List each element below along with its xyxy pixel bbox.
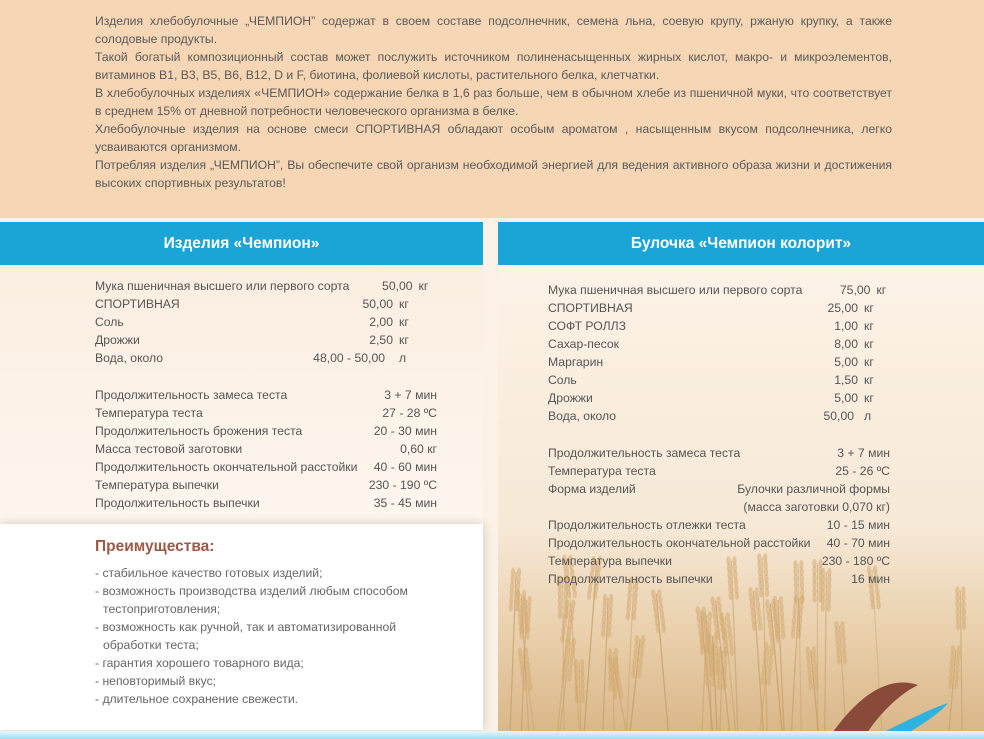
wheat-grain [700,646,704,655]
intro-paragraph: Такой богатый композиционный состав может послужить источником полиненасыщенных жирных кислот, макро- и микроэлементов, витаминов В1, В3, В5, В6, В12, D и F, биотина, фолиевой кислоты, растительного белка, клетчатки. [95,50,892,82]
advantages-title: Преимущества: [95,538,215,555]
wheat-grain [794,595,798,604]
wheat-grain [715,667,719,676]
intro-paragraph: Хлебобулочные изделия на основе смеси СПОРТИВНАЯ обладают особым ароматом , насыщенным вкусом подсолнечника, легко усваиваются организмом. [95,122,892,154]
wheat-grain [962,621,966,630]
param-row [548,516,890,534]
list-item [95,564,435,582]
param-name: Температура теста [548,464,656,478]
ingredient-unit: кг [399,315,409,329]
param-value: 3 + 7 мин [384,388,437,402]
wheat-grain [815,681,819,690]
bottom-stripe [0,731,984,739]
param-name: Продолжительность замеса теста [548,446,741,460]
wheat-grain [601,629,605,638]
param-row [548,570,890,588]
advantage-text: обработки теста; [103,638,199,652]
ingredient-unit: кг [399,297,409,311]
param-value: 27 - 28 ºС [382,406,437,420]
ingredient-name: Вода, около [95,351,164,365]
wheat-grain [619,691,623,700]
param-name: Температура выпечки [548,554,672,568]
param-name: Продолжительность замеса теста [95,388,288,402]
param-name: Температура выпечки [95,478,219,492]
wheat-grain [631,670,635,679]
ingredient-row [95,349,437,367]
ingredient-quantity: 1,50 [834,373,858,387]
wheat-grain [567,590,571,599]
wheat-stalk [563,580,564,739]
ingredient-row [548,335,890,353]
ingredient-name: Мука пшеничная высшего или первого сорта [95,279,350,293]
ingredient-quantity: 50,00 [362,297,393,311]
ingredient-quantity: 48,00 - 50,00 [313,351,385,365]
list-item [95,618,435,654]
wheat-grain [730,647,734,656]
param-value: Булочки различной формы [737,482,890,496]
ingredient-row [548,353,890,371]
param-name: Продолжительность окончательной расстойки [548,536,811,550]
wheat-grain [821,603,825,612]
param-name: Температура теста [95,406,203,420]
param-row [95,476,437,494]
left-panel-title: Изделия «Чемпион» [0,222,483,265]
ingredient-unit: кг [418,279,429,293]
wheat-grain [760,677,764,686]
ingredient-row [95,313,437,331]
param-value: 25 - 26 ºС [835,464,890,478]
wheat-grain [758,622,762,631]
ingredient-name: СПОРТИВНАЯ [95,297,180,311]
wheat-grain [581,694,585,703]
advantage-text: тестоприготовления; [103,602,221,616]
right-recipe-table [548,281,890,588]
wheat-stalk [825,572,827,739]
ingredient-row [548,299,890,317]
wheat-grain [528,682,532,691]
param-row [548,480,890,498]
ingredient-row [548,407,890,425]
ingredient-unit: кг [876,283,887,297]
ingredient-quantity: 25,00 [827,301,858,315]
wheat-grain [729,591,733,600]
wheat-grain [564,610,568,619]
ingredient-unit: кг [864,337,874,351]
wheat-grain [956,621,960,630]
advantages-list [95,564,435,708]
wheat-grain [558,610,562,619]
param-row [548,462,890,480]
wheat-grain [705,678,709,687]
ingredient-name: Дрожжи [548,391,593,405]
param-name: Продолжительность окончательной расстойки [95,460,358,474]
param-name: Продолжительность выпечки [548,572,713,586]
wheat-grain [948,680,952,689]
ingredient-row [95,295,437,313]
advantages-box [0,524,483,730]
wheat-grain [781,631,785,640]
param-row [95,386,437,404]
param-name: Продолжительность брожения теста [95,424,303,438]
advantage-text: - длительное сохранение свежести. [95,692,299,706]
ingredient-quantity: 8,00 [834,337,858,351]
ingredient-name: Соль [95,315,124,329]
ingredient-row [548,371,890,389]
ingredient-quantity: 2,50 [369,333,393,347]
intro-paragraph: Потребляя изделия „ЧЕМПИОН”, Вы обеспечите свой организм необходимой энергией для ведения активного образа жизни и достижения высоких спортивных результатов! [95,158,892,190]
wheat-grain [525,625,529,634]
param-name: Масса тестовой заготовки [95,442,243,456]
ingredient-name: Мука пшеничная высшего или первого сорта [548,283,803,297]
param-value: 40 - 60 мин [373,460,437,474]
wheat-grain [637,670,641,679]
param-row-continued [548,498,890,516]
wheat-grain [509,602,513,611]
ingredient-unit: л [864,409,872,423]
ingredient-name: Соль [548,373,577,387]
ingredient-name: СОФТ РОЛЛЗ [548,319,626,333]
param-value: 230 - 180 ºС [821,554,890,568]
ingredient-unit: кг [399,333,409,347]
wheat-grain [827,603,831,612]
param-value: 40 - 70 мин [826,536,890,550]
advantage-text: - стабильное качество готовых изделий; [95,566,323,580]
wheat-grain [735,591,739,600]
right-panel-title: Булочка «Чемпион колорит» [498,222,984,265]
ingredient-name: Дрожжи [95,333,140,347]
ingredient-quantity: 1,00 [834,319,858,333]
wheat-grain [593,591,597,600]
ingredient-row [548,389,890,407]
param-row [548,534,890,552]
wheat-grain [573,590,577,599]
ingredient-row [548,281,890,299]
wheat-grain [522,682,526,691]
param-name: Форма изделий [548,482,636,496]
wheat-grain [843,656,847,665]
wheat-grain [587,591,591,600]
param-name: Продолжительность отлежки теста [548,518,746,532]
param-value: 230 - 190 ºС [368,478,437,492]
wheat-grain [759,588,763,597]
ingredient-row [95,277,437,295]
list-item [95,654,435,672]
wheat-grain [871,601,875,610]
param-row [95,440,437,458]
advantage-text: - возможность как ручной, так и автоматизированной [95,620,397,634]
wheat-grain [716,681,720,690]
wheat-grain [954,680,958,689]
advantage-text: - возможность производства изделий любым способом [95,584,408,598]
intro-paragraph: Изделия хлебобулочные „ЧЕМПИОН” содержат в своем составе подсолнечник, семена льна, соевую крупу, ржаную крупку, а также солодовые продукты. [95,14,892,46]
param-value: (масса заготовки 0,070 кг) [743,500,890,514]
wheat-grain [722,631,726,640]
wheat-grain [567,673,571,682]
wheat-grain [613,691,617,700]
wheat-grain [519,625,523,634]
list-item [95,672,435,690]
ingredient-unit: кг [864,355,874,369]
intro-paragraph: В хлебобулочных изделиях «ЧЕМПИОН» содержание белка в 1,6 раз больше, чем в обычном хлебе из пшеничной муки, что соответствует в среднем 15% от дневной потребности человеческого организма в белке. [95,86,892,118]
param-row [548,552,890,570]
param-row [548,444,890,462]
wheat-grain [561,673,565,682]
wheat-grain [770,634,774,643]
wheat-grain [662,624,666,633]
ingredient-unit: кг [864,373,874,387]
wheat-grain [656,624,660,633]
wheat-grain [765,588,769,597]
wheat-grain [800,595,804,604]
ingredient-name: Сахар-песок [548,337,620,351]
list-item [95,690,435,708]
ingredient-unit: кг [864,319,874,333]
wheat-grain [752,622,756,631]
ingredient-quantity: 75,00 [839,283,871,297]
wheat-grain [632,612,636,621]
param-name: Продолжительность выпечки [95,496,260,510]
advantage-text: - неповторимый вкус; [95,674,217,688]
list-item [95,582,435,618]
wheat-grain [776,634,780,643]
wheat-grain [809,681,813,690]
intro-text [0,0,984,218]
ingredient-quantity: 5,00 [834,355,858,369]
left-recipe-table [95,277,437,512]
ingredient-quantity: 5,00 [834,391,858,405]
wheat-grain [560,634,564,643]
param-value: 16 мин [851,572,890,586]
ingredient-quantity: 50,00 [382,279,413,293]
wheat-grain [791,630,795,639]
wheat-grain [766,677,770,686]
ingredient-name: Маргарин [548,355,604,369]
wheat-grain [607,629,611,638]
wheat-grain [837,656,841,665]
param-value: 0,60 кг [400,442,437,456]
wheat-grain [626,612,630,621]
param-row [95,404,437,422]
wheat-grain [877,601,881,610]
param-value: 20 - 30 мин [373,424,437,438]
ingredient-name: Вода, около [548,409,617,423]
param-value: 10 - 15 мин [826,518,890,532]
param-row [95,458,437,476]
ingredient-unit: кг [864,301,874,315]
advantage-text: - гарантия хорошего товарного вида; [95,656,304,670]
wheat-grain [812,594,816,603]
ingredient-row [95,331,437,349]
param-value: 3 + 7 мин [837,446,890,460]
ingredient-name: СПОРТИВНАЯ [548,301,633,315]
ingredient-unit: л [399,351,407,365]
param-row [95,422,437,440]
ingredient-row [548,317,890,335]
ingredient-quantity: 2,00 [369,315,393,329]
param-value: 35 - 45 мин [373,496,437,510]
wheat-grain [709,667,713,676]
ingredient-quantity: 50,00 [823,409,854,423]
ingredient-unit: кг [864,391,874,405]
param-row [95,494,437,512]
